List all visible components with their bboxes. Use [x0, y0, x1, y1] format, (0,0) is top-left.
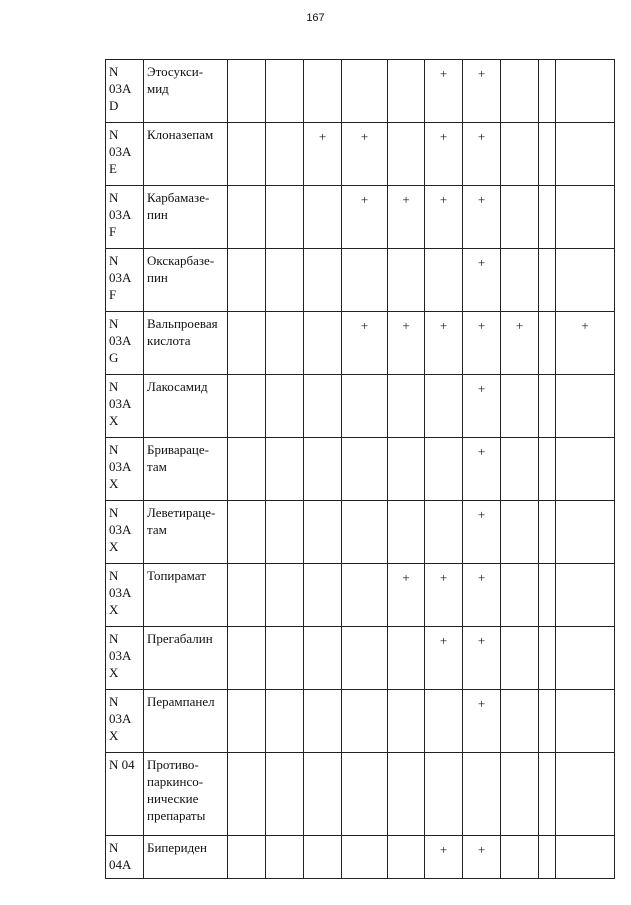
mark-cell — [342, 690, 388, 753]
mark-cell — [304, 836, 342, 879]
mark-cell — [342, 60, 388, 123]
mark-cell — [539, 375, 556, 438]
page-number: 167 — [306, 12, 325, 24]
atc-code-cell: N 03A X — [106, 501, 144, 564]
mark-cell — [304, 627, 342, 690]
mark-cell — [388, 375, 425, 438]
mark-cell: + — [463, 375, 501, 438]
atc-code-cell: N 03A X — [106, 438, 144, 501]
mark-cell — [266, 375, 304, 438]
mark-cell: + — [463, 249, 501, 312]
mark-cell — [501, 753, 539, 836]
mark-cell: + — [342, 123, 388, 186]
mark-cell — [388, 501, 425, 564]
mark-cell — [556, 186, 615, 249]
drug-name-cell: Противо- паркинсо- нические препараты — [144, 753, 228, 836]
mark-cell — [388, 249, 425, 312]
table-row — [106, 312, 615, 375]
mark-cell — [556, 123, 615, 186]
mark-cell — [388, 753, 425, 836]
drug-name-cell: Лакосамид — [144, 375, 228, 438]
mark-cell: + — [425, 312, 463, 375]
mark-cell — [228, 753, 266, 836]
atc-code-cell: N 03A X — [106, 690, 144, 753]
mark-cell: + — [425, 123, 463, 186]
mark-cell — [425, 438, 463, 501]
mark-cell — [425, 249, 463, 312]
mark-cell — [556, 627, 615, 690]
atc-code-cell: N 03A F — [106, 186, 144, 249]
atc-code-cell: N 04 — [106, 753, 144, 836]
mark-cell — [501, 627, 539, 690]
mark-cell — [228, 836, 266, 879]
mark-cell: + — [388, 312, 425, 375]
mark-cell — [539, 836, 556, 879]
mark-cell — [501, 249, 539, 312]
mark-cell — [266, 564, 304, 627]
mark-cell — [342, 564, 388, 627]
drug-name-cell: Вальпроевая кислота — [144, 312, 228, 375]
drug-name-cell: Клоназепам — [144, 123, 228, 186]
mark-cell — [266, 627, 304, 690]
mark-cell — [304, 438, 342, 501]
mark-cell — [342, 753, 388, 836]
atc-code-cell: N 03A X — [106, 564, 144, 627]
mark-cell: + — [463, 627, 501, 690]
drug-name-cell: Этосукси- мид — [144, 60, 228, 123]
table-row — [106, 186, 615, 249]
table-row — [106, 836, 615, 879]
mark-cell — [501, 60, 539, 123]
mark-cell — [342, 501, 388, 564]
mark-cell — [501, 186, 539, 249]
table-row — [106, 249, 615, 312]
mark-cell — [539, 627, 556, 690]
mark-cell — [501, 501, 539, 564]
table-row — [106, 501, 615, 564]
atc-code-cell: N 03A X — [106, 627, 144, 690]
mark-cell — [388, 60, 425, 123]
mark-cell — [266, 123, 304, 186]
mark-cell: + — [425, 60, 463, 123]
mark-cell — [266, 249, 304, 312]
mark-cell — [556, 753, 615, 836]
mark-cell: + — [463, 564, 501, 627]
atc-code-cell: N 04A — [106, 836, 144, 879]
mark-cell — [266, 501, 304, 564]
mark-cell — [556, 690, 615, 753]
mark-cell — [501, 375, 539, 438]
mark-cell — [425, 753, 463, 836]
drug-name-cell: Карбамазе- пин — [144, 186, 228, 249]
mark-cell: + — [463, 438, 501, 501]
drug-name-cell: Прегабалин — [144, 627, 228, 690]
mark-cell — [266, 836, 304, 879]
mark-cell — [228, 186, 266, 249]
mark-cell — [539, 753, 556, 836]
mark-cell — [539, 123, 556, 186]
mark-cell — [425, 690, 463, 753]
mark-cell — [304, 375, 342, 438]
mark-cell — [556, 564, 615, 627]
mark-cell — [304, 249, 342, 312]
mark-cell: + — [463, 123, 501, 186]
mark-cell — [556, 60, 615, 123]
mark-cell: + — [425, 836, 463, 879]
drug-name-cell: Бипериден — [144, 836, 228, 879]
mark-cell — [228, 123, 266, 186]
mark-cell — [501, 690, 539, 753]
drug-table — [105, 59, 615, 879]
mark-cell: + — [304, 123, 342, 186]
drug-name-cell: Леветираце- там — [144, 501, 228, 564]
mark-cell — [539, 501, 556, 564]
mark-cell — [501, 564, 539, 627]
mark-cell: + — [425, 627, 463, 690]
mark-cell — [342, 249, 388, 312]
atc-code-cell: N 03A G — [106, 312, 144, 375]
mark-cell — [342, 627, 388, 690]
table-row — [106, 438, 615, 501]
mark-cell: + — [463, 836, 501, 879]
mark-cell: + — [388, 564, 425, 627]
mark-cell — [556, 438, 615, 501]
atc-code-cell: N 03A E — [106, 123, 144, 186]
mark-cell — [425, 501, 463, 564]
mark-cell — [501, 438, 539, 501]
mark-cell — [539, 564, 556, 627]
mark-cell — [266, 60, 304, 123]
mark-cell — [539, 312, 556, 375]
mark-cell — [342, 836, 388, 879]
mark-cell — [228, 690, 266, 753]
table-row — [106, 375, 615, 438]
mark-cell — [388, 836, 425, 879]
table-row — [106, 753, 615, 836]
mark-cell — [266, 753, 304, 836]
mark-cell: + — [463, 186, 501, 249]
mark-cell — [539, 438, 556, 501]
table-row — [106, 123, 615, 186]
mark-cell: + — [342, 186, 388, 249]
atc-code-cell: N 03A F — [106, 249, 144, 312]
mark-cell — [463, 753, 501, 836]
table-row — [106, 564, 615, 627]
mark-cell — [228, 627, 266, 690]
mark-cell — [556, 836, 615, 879]
mark-cell: + — [463, 312, 501, 375]
drug-name-cell: Перампанел — [144, 690, 228, 753]
mark-cell — [388, 627, 425, 690]
mark-cell — [304, 501, 342, 564]
mark-cell — [556, 501, 615, 564]
mark-cell — [388, 690, 425, 753]
mark-cell — [228, 375, 266, 438]
table-row — [106, 60, 615, 123]
mark-cell: + — [425, 186, 463, 249]
mark-cell — [539, 690, 556, 753]
mark-cell: + — [463, 60, 501, 123]
mark-cell — [304, 564, 342, 627]
atc-code-cell: N 03A D — [106, 60, 144, 123]
mark-cell — [556, 249, 615, 312]
mark-cell — [304, 186, 342, 249]
mark-cell — [266, 312, 304, 375]
drug-name-cell: Топирамат — [144, 564, 228, 627]
mark-cell — [539, 60, 556, 123]
mark-cell — [228, 249, 266, 312]
mark-cell — [539, 186, 556, 249]
mark-cell — [556, 375, 615, 438]
mark-cell — [388, 438, 425, 501]
mark-cell — [342, 375, 388, 438]
drug-name-cell: Окскарбазе- пин — [144, 249, 228, 312]
mark-cell — [228, 564, 266, 627]
mark-cell: + — [463, 690, 501, 753]
mark-cell — [501, 123, 539, 186]
mark-cell — [228, 501, 266, 564]
mark-cell — [304, 690, 342, 753]
mark-cell: + — [463, 501, 501, 564]
mark-cell — [539, 249, 556, 312]
mark-cell: + — [342, 312, 388, 375]
mark-cell — [266, 690, 304, 753]
mark-cell — [266, 438, 304, 501]
mark-cell: + — [501, 312, 539, 375]
mark-cell: + — [556, 312, 615, 375]
mark-cell — [304, 753, 342, 836]
mark-cell — [228, 438, 266, 501]
mark-cell — [228, 60, 266, 123]
drug-name-cell: Бриварацe- там — [144, 438, 228, 501]
mark-cell: + — [388, 186, 425, 249]
table-row — [106, 627, 615, 690]
mark-cell — [304, 312, 342, 375]
mark-cell — [342, 438, 388, 501]
mark-cell — [304, 60, 342, 123]
atc-code-cell: N 03A X — [106, 375, 144, 438]
table-row — [106, 690, 615, 753]
mark-cell — [388, 123, 425, 186]
mark-cell — [501, 836, 539, 879]
mark-cell — [228, 312, 266, 375]
mark-cell — [425, 375, 463, 438]
mark-cell — [266, 186, 304, 249]
mark-cell: + — [425, 564, 463, 627]
